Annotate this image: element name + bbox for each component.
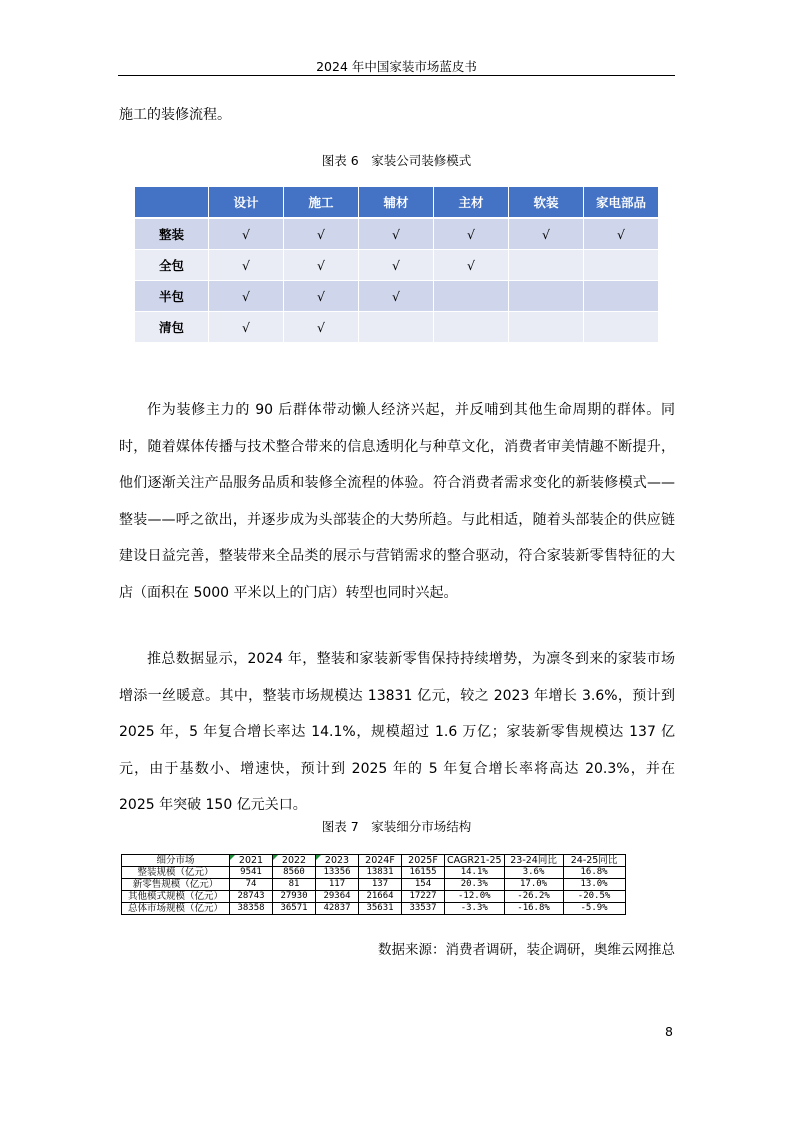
table7-cell: 14.1%	[445, 867, 505, 879]
table-row	[122, 903, 626, 915]
table7-cell: 35631	[359, 903, 402, 915]
renovation-mode-table	[135, 187, 658, 342]
page-number: 8	[665, 1024, 673, 1039]
table7-cell: 36571	[273, 903, 316, 915]
table7-col-header: 23-24同比	[504, 855, 563, 867]
table6-cell: √	[359, 281, 434, 312]
table6-cell	[584, 312, 658, 342]
running-header: 2024 年中国家装市场蓝皮书	[316, 59, 477, 74]
table7-cell: -5.9%	[563, 903, 625, 915]
table7-col-header: 2021	[230, 855, 273, 867]
table7-cell: 42837	[316, 903, 359, 915]
table6-cell: √	[284, 250, 359, 281]
table6-header-row	[135, 187, 658, 219]
table7-row-label: 新零售规模（亿元）	[122, 879, 230, 891]
table6-cell: √	[284, 281, 359, 312]
table6-col-header: 主材	[434, 187, 509, 219]
table6-col-header: 施工	[284, 187, 359, 219]
table6-cell	[584, 281, 658, 312]
table6-col-header: 软装	[509, 187, 584, 219]
table6-cell: √	[209, 281, 284, 312]
table7-col-header: 2025F	[402, 855, 445, 867]
table6-cell: √	[209, 312, 284, 342]
table-row	[135, 281, 658, 312]
table6-cell	[509, 281, 584, 312]
table7-cell: 13831	[359, 867, 402, 879]
table7-cell: -20.5%	[563, 891, 625, 903]
table7-cell: -16.8%	[504, 903, 563, 915]
table6-col-header: 家电部品	[584, 187, 658, 219]
table7-header-row	[122, 855, 626, 867]
table6-cell	[509, 250, 584, 281]
table7-row-label: 整装规模（亿元）	[122, 867, 230, 879]
table7-cell: -3.3%	[445, 903, 505, 915]
table7-cell: 137	[359, 879, 402, 891]
table7-cell: 13356	[316, 867, 359, 879]
table7-row-label: 总体市场规模（亿元）	[122, 903, 230, 915]
market-structure-table	[121, 854, 626, 915]
table-row	[135, 250, 658, 281]
table7-col-header: 24-25同比	[563, 855, 625, 867]
table7-cell: 28743	[230, 891, 273, 903]
intro-tail-text: 施工的装修流程。	[119, 107, 231, 123]
table7-cell: 21664	[359, 891, 402, 903]
body-paragraph: 作为装修主力的 90 后群体带动懒人经济兴起，并反哺到其他生命周期的群体。同时，随着媒体传播与技术整合带来的信息透明化与种草文化，消费者审美情趣不断提升，他们逐渐关注产品服务品质和装修全流程的体验。符合消费者需求变化的新装修模式——整装——呼之欲出，并逐步成为头部装企的大势所趋。与此相适，随着头部装企的供应链建设日益完善，整装带来全品类的展示与营销需求的整合驱动，符合家装新零售特征的大店（面积在 5000 平米以上的门店）转型也同时兴起。	[119, 402, 675, 601]
table7-cell: -12.0%	[445, 891, 505, 903]
table7-cell: 17.0%	[504, 879, 563, 891]
table7-cell: 38358	[230, 903, 273, 915]
table-row	[122, 867, 626, 879]
table7-cell: 3.6%	[504, 867, 563, 879]
table6-cell: √	[209, 250, 284, 281]
table6-row-label: 半包	[135, 281, 209, 312]
header-rule	[118, 75, 675, 76]
table6-caption: 图表 6 家装公司装修模式	[321, 153, 472, 168]
table6-corner-cell	[135, 187, 209, 219]
table7-cell: 13.0%	[563, 879, 625, 891]
table7-cell: 117	[316, 879, 359, 891]
table6-cell: √	[209, 219, 284, 250]
table6-cell: √	[434, 219, 509, 250]
table6-cell: √	[434, 250, 509, 281]
table7-col-header: 细分市场	[122, 855, 230, 867]
table-row	[135, 312, 658, 342]
table7-col-header: CAGR21-25	[445, 855, 505, 867]
table6-cell: √	[359, 250, 434, 281]
table6-cell	[434, 281, 509, 312]
table7-col-header: 2023	[316, 855, 359, 867]
table6-row-label: 全包	[135, 250, 209, 281]
table7-cell: 154	[402, 879, 445, 891]
table6-col-header: 辅材	[359, 187, 434, 219]
table7-cell: 17227	[402, 891, 445, 903]
table-row	[122, 891, 626, 903]
table-row	[122, 879, 626, 891]
table7-caption: 图表 7 家装细分市场结构	[321, 819, 472, 834]
table7-row-label: 其他模式规模（亿元）	[122, 891, 230, 903]
table6-row-label: 整装	[135, 219, 209, 250]
table7-cell: 9541	[230, 867, 273, 879]
body-paragraph: 推总数据显示，2024 年，整装和家装新零售保持持续增势，为凛冬到来的家装市场增添一丝暖意。其中，整装市场规模达 13831 亿元，较之 2023 年增长 3.6%，预计到 2025 年，5 年复合增长率达 14.1%，规模超过 1.6 万亿；家装新零售规模达 137 亿元，由于基数小、增速快，预计到 2025 年的 5 年复合增长率将高达 20.3%，并在 2025 年突破 150 亿元关口。	[119, 651, 675, 813]
table6-cell: √	[584, 219, 658, 250]
table7-cell: 29364	[316, 891, 359, 903]
table6-cell: √	[359, 219, 434, 250]
table6-cell	[434, 312, 509, 342]
table6-cell	[584, 250, 658, 281]
table6-cell	[359, 312, 434, 342]
table7-cell: 16.8%	[563, 867, 625, 879]
table7-col-header: 2024F	[359, 855, 402, 867]
table7-cell: 16155	[402, 867, 445, 879]
table7-cell: 81	[273, 879, 316, 891]
table6-cell	[509, 312, 584, 342]
table7-cell: 27930	[273, 891, 316, 903]
table7-col-header: 2022	[273, 855, 316, 867]
table7-cell: 8560	[273, 867, 316, 879]
table6-cell: √	[284, 312, 359, 342]
table6-cell: √	[509, 219, 584, 250]
data-source-note: 数据来源：消费者调研，装企调研，奥维云网推总	[378, 942, 675, 958]
table7-cell: 33537	[402, 903, 445, 915]
table7-cell: -26.2%	[504, 891, 563, 903]
table6-col-header: 设计	[209, 187, 284, 219]
table7-cell: 74	[230, 879, 273, 891]
table7-cell: 20.3%	[445, 879, 505, 891]
table6-row-label: 清包	[135, 312, 209, 342]
table6-cell: √	[284, 219, 359, 250]
table-row	[135, 219, 658, 250]
